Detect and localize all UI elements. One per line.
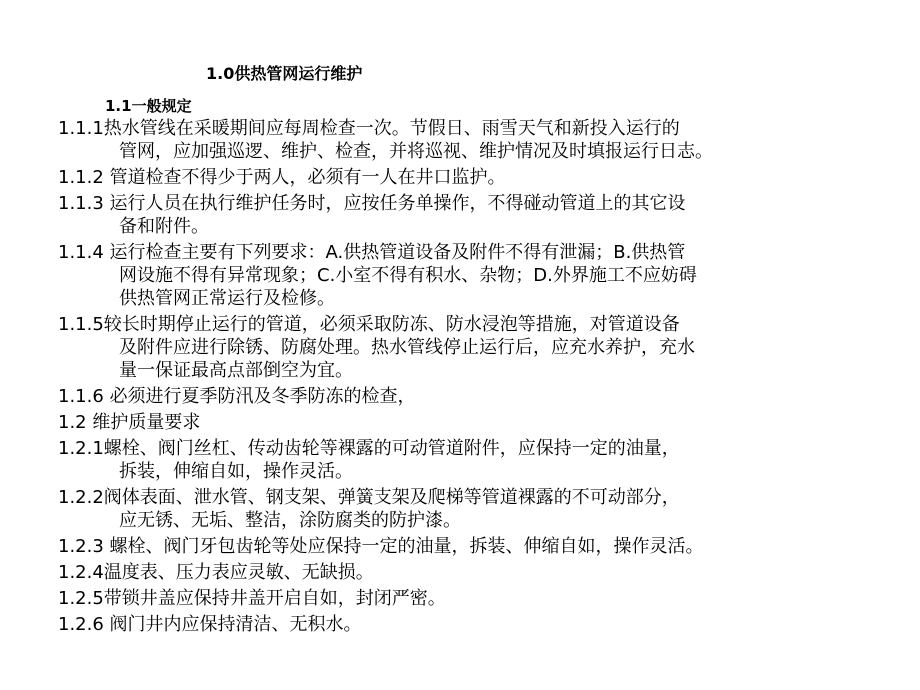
clause-continuation-line: 网设施不得有异常现象；C.小室不得有积水、杂物；D.外界施工不应妨碍 xyxy=(119,265,697,286)
clause-first-line: 1.2.3 螺栓、阀门牙包齿轮等处应保持一定的油量，拆装、伸缩自如，操作灵活。 xyxy=(58,536,704,557)
page-title: 1.0供热管网运行维护 xyxy=(206,64,363,83)
clause-first-line: 1.2 维护质量要求 xyxy=(58,412,201,433)
clause-paragraph xyxy=(58,117,920,163)
clause-continuation-line: 量一保证最高点部倒空为宜。 xyxy=(119,360,353,381)
clause-continuation-line: 拆装，伸缩自如，操作灵活。 xyxy=(119,461,353,482)
clause-list xyxy=(58,117,920,639)
clause-paragraph xyxy=(58,313,920,382)
clause-first-line: 1.1.5较长时期停止运行的管道，必须采取防冻、防水浸泡等措施，对管道设备 xyxy=(58,314,680,335)
clause-paragraph xyxy=(58,486,920,532)
clause-paragraph xyxy=(58,385,920,408)
clause-paragraph xyxy=(58,192,920,238)
clause-paragraph xyxy=(58,166,920,189)
clause-continuation-line: 供热管网正常运行及检修。 xyxy=(119,288,335,309)
clause-first-line: 1.1.6 必须进行夏季防汛及冬季防冻的检查， xyxy=(58,386,416,407)
clause-paragraph xyxy=(58,535,920,558)
clause-first-line: 1.2.1螺栓、阀门丝杠、传动齿轮等裸露的可动管道附件，应保持一定的油量， xyxy=(58,438,680,459)
clause-first-line: 1.1.2 管道检查不得少于两人，必须有一人在井口监护。 xyxy=(58,167,506,188)
clause-paragraph xyxy=(58,561,920,584)
clause-continuation-line: 备和附件。 xyxy=(119,216,209,237)
clause-paragraph xyxy=(58,241,920,310)
section-heading: 1.1一般规定 xyxy=(105,97,192,115)
clause-first-line: 1.2.4温度表、压力表应灵敏、无缺损。 xyxy=(58,562,374,583)
clause-continuation-line: 管网，应加强巡逻、维护、检查，并将巡视、维护情况及时填报运行日志。 xyxy=(119,141,713,162)
clause-paragraph xyxy=(58,437,920,483)
clause-continuation-line: 及附件应进行除锈、防腐处理。热水管线停止运行后，应充水养护，充水 xyxy=(119,337,695,358)
clause-continuation-line: 应无锈、无垢、整洁，涂防腐类的防护漆。 xyxy=(119,510,461,531)
clause-paragraph xyxy=(58,587,920,610)
clause-first-line: 1.2.2阀体表面、泄水管、钢支架、弹簧支架及爬梯等管道裸露的不可动部分， xyxy=(58,487,680,508)
clause-first-line: 1.1.4 运行检查主要有下列要求：A.供热管道设备及附件不得有泄漏；B.供热管 xyxy=(58,242,686,263)
clause-first-line: 1.2.5带锁井盖应保持井盖开启自如，封闭严密。 xyxy=(58,588,446,609)
clause-first-line: 1.1.3 运行人员在执行维护任务时，应按任务单操作，不得碰动管道上的其它设 xyxy=(58,193,686,214)
clause-paragraph xyxy=(58,613,920,636)
clause-first-line: 1.2.6 阀门井内应保持清洁、无积水。 xyxy=(58,614,362,635)
clause-paragraph xyxy=(58,411,920,434)
clause-first-line: 1.1.1热水管线在采暖期间应每周检查一次。节假日、雨雪天气和新投入运行的 xyxy=(58,118,680,139)
